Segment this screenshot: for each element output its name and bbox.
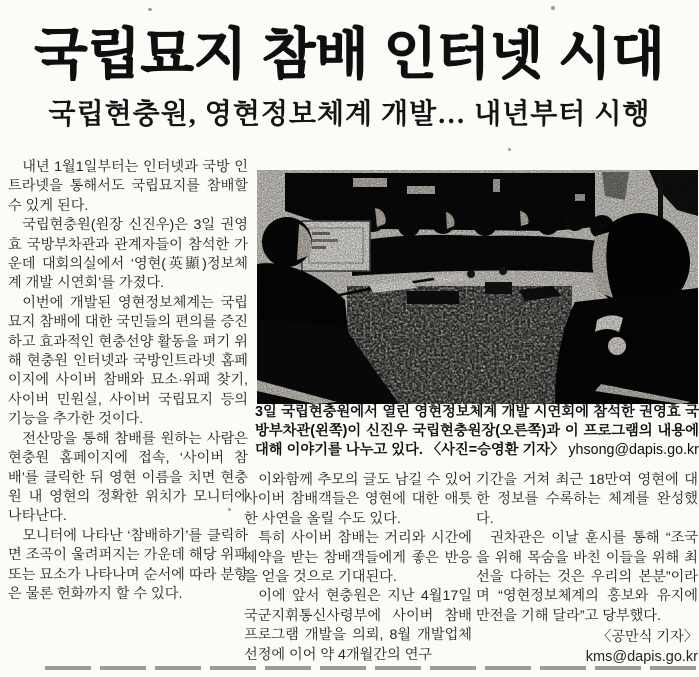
photo-caption (255, 403, 699, 460)
section-divider-rule (45, 666, 699, 670)
body-column-left (8, 158, 248, 604)
article-subheadline: 국립현충원, 영현정보체계 개발… 내년부터 시행 (48, 99, 651, 130)
scan-speck (508, 148, 511, 151)
paragraph: 내년 1월1일부터는 인터넷과 국방 인트라넷을 통해서도 국립묘지를 참배할 수 있게 된다. (8, 159, 248, 214)
scan-speck (228, 508, 231, 511)
paragraph: 권차관은 이날 훈시를 통해 “조국을 위해 목숨을 바친 이들을 위해 최선을 다하는 것은 우리의 본분”이라며 “영현정보체계의 홍보와 유지에 만전을 기해 달라”고 당부했다. (476, 530, 698, 624)
article-headline: 국립묘지 참배 인터넷 시대 (34, 23, 665, 85)
scan-speck (148, 8, 152, 11)
photo-credit: 〈사진=승영환 기자〉 (426, 442, 565, 458)
paragraph: 국립현충원(원장 신진우)은 3일 권영효 국방부차관과 관계자들이 참석한 가운데 대회의실에서 ‘영현(英顯)정보체계 개발 시연회’를 가졌다. (8, 217, 248, 292)
photo-illustration (257, 170, 698, 404)
paragraph: 이번에 개발된 영현정보체계는 국립묘지 참배에 대한 국민들의 편의를 증진하고 효과적인 현충선양 활동을 펴기 위해 현충원 인터넷과 국방인트라넷 홈페이지에 사이버 참배와 묘소·위패 찾기, 사이버 민원실, 사이버 국립묘지 등의 기능을 추가한 것이다. (8, 294, 248, 428)
byline-email: kms@dapis.go.kr (585, 648, 698, 665)
scan-speck (551, 6, 555, 10)
byline: 〈공만식 기자〉 (597, 629, 698, 646)
paragraph: 전산망을 통해 참배를 원하는 사람은 현충원 홈페이지에 접속, ‘사이버 참배’를 클릭한 뒤 영현 이름을 치면 현충원 내 영현의 정확한 위치가 모니터에 나타난다. (8, 430, 248, 525)
paragraph: 모니터에 나타난 ‘참배하기’를 클릭하면 조곡이 울려퍼지는 가운데 해당 위패 또는 묘소가 나타나며 순서에 따라 분향은 물론 헌화까지 할 수 있다. (8, 527, 248, 602)
body-column-middle (244, 471, 472, 665)
body-column-right (476, 471, 698, 667)
photo-caption-text: 3일 국립현충원에서 열린 영현정보체계 개발 시연회에 참석한 권영효 국방부차관(왼쪽)이 신진우 국립현충원장(오른쪽)과 이 프로그램의 내용에 대해 이야기를 나누고 있다. (255, 404, 699, 458)
paragraph: 특히 사이버 참배는 거리와 시간에 제약을 받는 참배객들에게 좋은 반응을 얻을 것으로 기대된다. (244, 530, 472, 586)
paragraph: 기간을 거쳐 최근 18만여 영현에 대한 정보를 수록하는 체계를 완성했다. (476, 472, 698, 527)
photo-credit-email: yhsong@dapis.go.kr (568, 442, 699, 458)
paragraph: 이에 앞서 현충원은 지난 4월17일 국군지휘통신사령부에 사이버 참배 프로그램 개발을 의뢰, 8월 개발업체 선정에 이어 약 4개월간의 연구 (244, 588, 472, 663)
conference-room-photo (257, 170, 698, 404)
paragraph: 이와함께 추모의 글도 남길 수 있어 사이버 참배객들은 영현에 대한 애틋한 사연을 올릴 수도 있다. (244, 472, 472, 527)
